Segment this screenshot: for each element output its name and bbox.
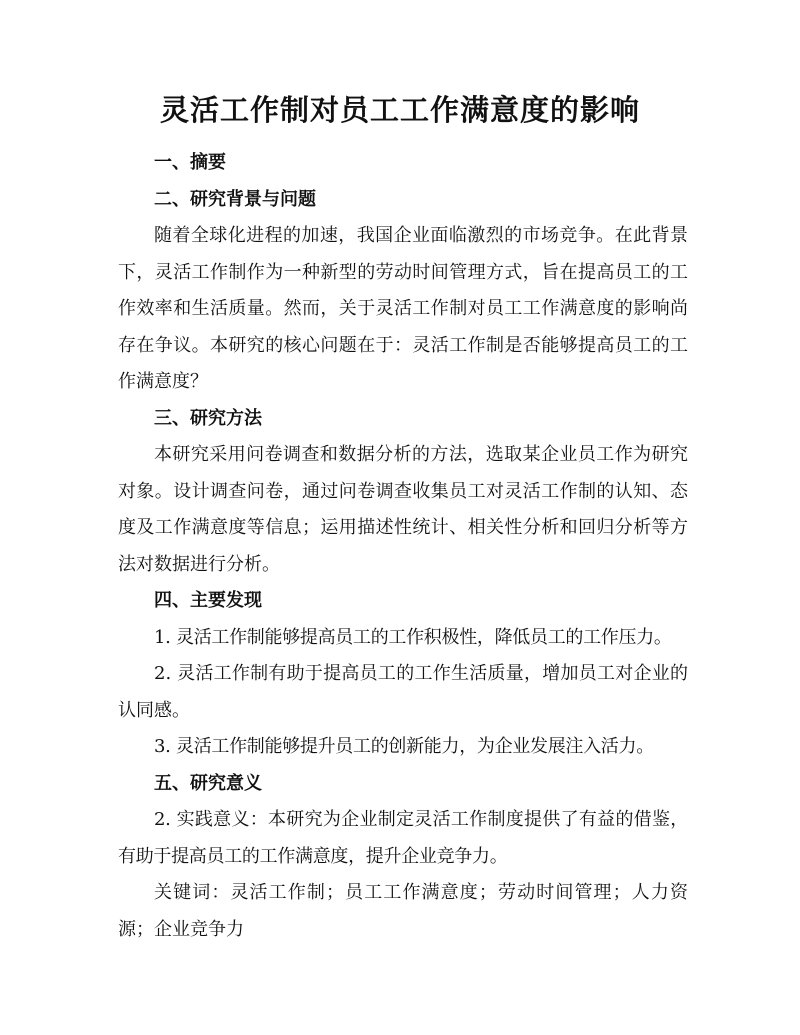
document-title: 灵活工作制对员工工作满意度的影响 bbox=[159, 93, 640, 127]
section-heading-background: 二、研究背景与问题 bbox=[154, 188, 316, 210]
section-heading-significance: 五、研究意义 bbox=[154, 772, 262, 794]
methods-paragraph: 本研究采用问卷调查和数据分析的方法，选取某企业员工作为研究对象。设计调查问卷，通过问卷调查收集员工对灵活工作制的认知、态度及工作满意度等信息；运用描述性统计、相关性分析和回归分析等方法对数据进行分析。 bbox=[118, 444, 688, 575]
section-heading-findings: 四、主要发现 bbox=[154, 590, 262, 611]
section-heading-methods: 三、研究方法 bbox=[154, 407, 262, 429]
document-body bbox=[118, 145, 688, 948]
significance-paragraph: 2. 实践意义：本研究为企业制定灵活工作制度提供了有益的借鉴，有助于提高员工的工作满意度，提升企业竞争力。 bbox=[118, 809, 688, 867]
section-heading-abstract: 一、摘要 bbox=[154, 152, 226, 173]
finding-item-3: 3. 灵活工作制能够提升员工的创新能力，为企业发展注入活力。 bbox=[154, 736, 654, 757]
background-paragraph: 随着全球化进程的加速，我国企业面临激烈的市场竞争。在此背景下，灵活工作制作为一种新型的劳动时间管理方式，旨在提高员工的工作效率和生活质量。然而，关于灵活工作制对员工工作满意度的影响尚存在争议。本研究的核心问题在于：灵活工作制是否能够提高员工的工作满意度？ bbox=[118, 225, 688, 392]
finding-item-2: 2. 灵活工作制有助于提高员工的工作生活质量，增加员工对企业的认同感。 bbox=[118, 663, 688, 721]
finding-item-1: 1. 灵活工作制能够提高员工的工作积极性，降低员工的工作压力。 bbox=[154, 626, 672, 648]
keywords-paragraph: 关键词：灵活工作制；员工工作满意度；劳动时间管理；人力资源；企业竞争力 bbox=[118, 882, 688, 940]
